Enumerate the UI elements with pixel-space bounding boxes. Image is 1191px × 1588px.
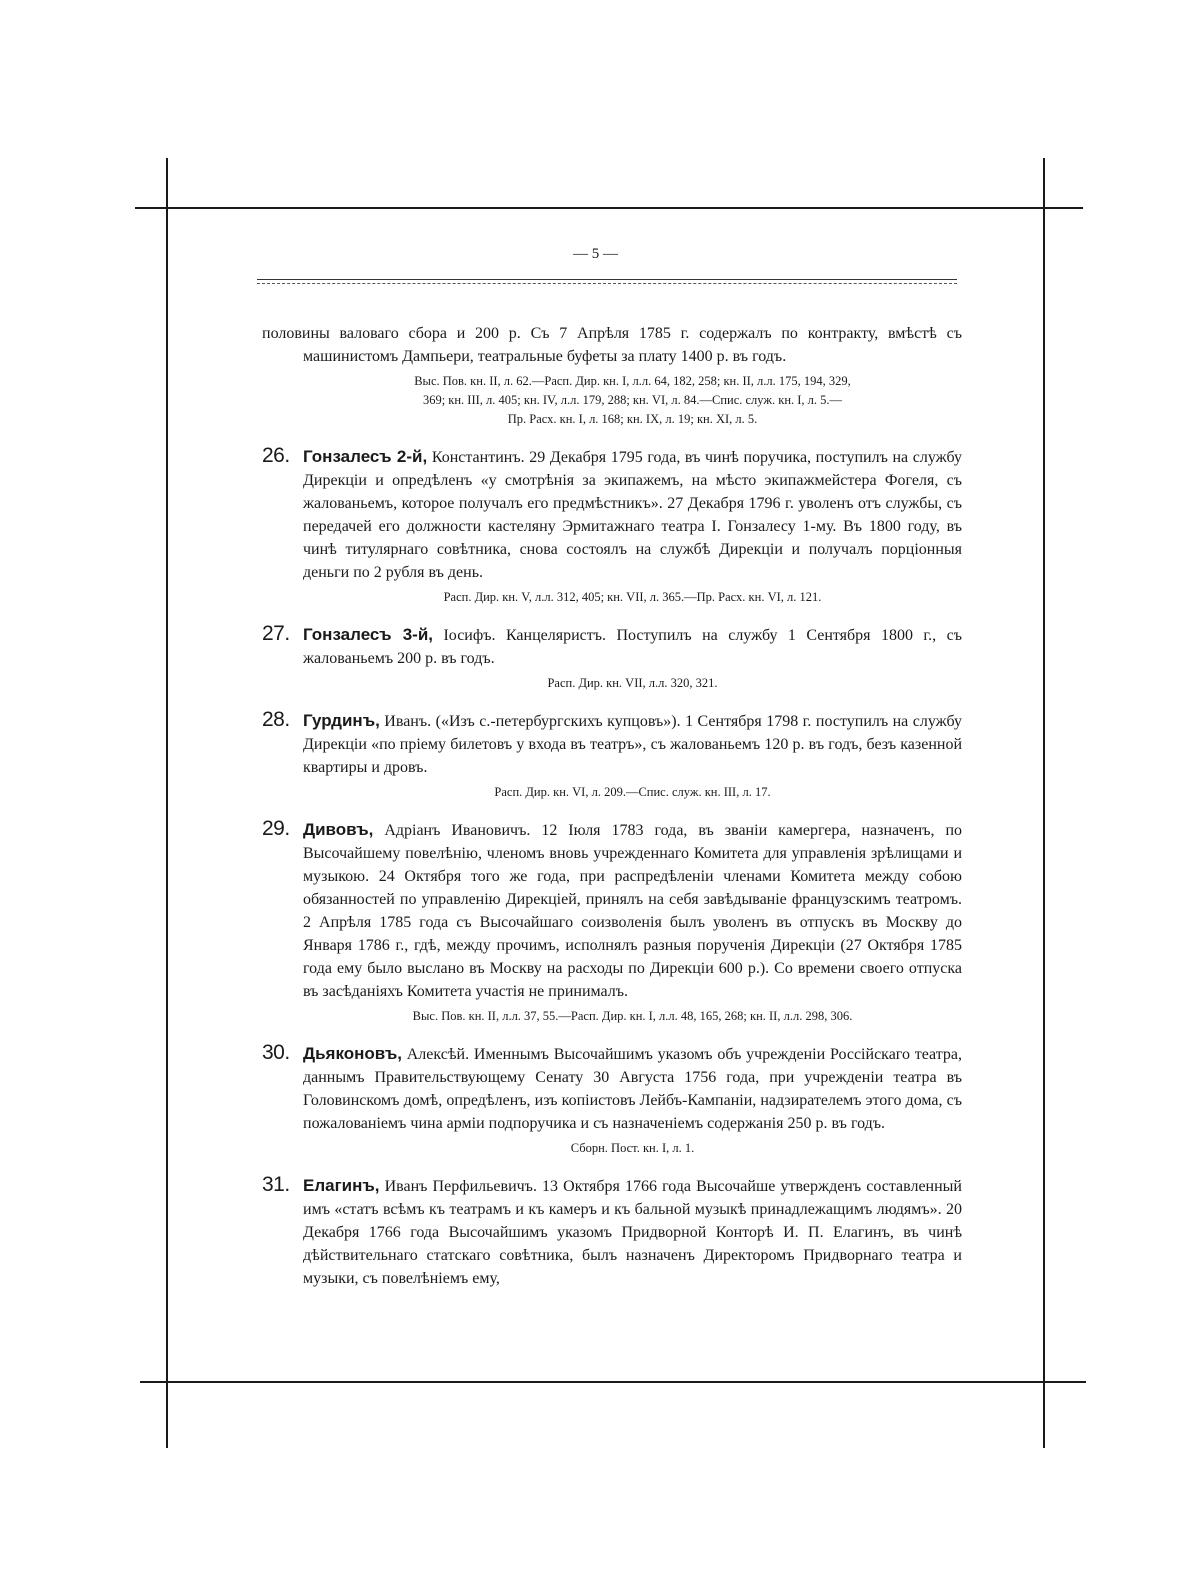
source-line: Расп. Дир. кн. VI, л. 209.—Спис. служ. кн. III, л. 17. [494, 785, 771, 799]
bottom-border-line [140, 1381, 1086, 1383]
entry-name: Гонзалесъ 2-й, [303, 447, 428, 466]
continuation-block [262, 322, 962, 429]
entry-number: 31. [262, 1173, 290, 1196]
entry-number: 30. [262, 1041, 290, 1064]
source-references [303, 1007, 962, 1026]
source-references [303, 588, 962, 607]
source-line: Сборн. Пост. кн. I, л. 1. [570, 1141, 695, 1155]
entry-number: 26. [262, 444, 290, 467]
entry-text: Константинъ. 29 Декабря 1795 года, въ чинѣ поручика, поступилъ на службу Дирекціи и опредѣленъ «у смотрѣнія за экипажемъ, на мѣсто экипажмейстера Фогеля, съ жалованьемъ, которое получалъ его предмѣстникъ». 27 Декабря 1796 г. уволенъ отъ службы, съ передачей его должности кастеляну Эрмитажнаго театра I. Гонзалесу 1-му. Въ 1800 году, въ чинѣ титулярнаго совѣтника, снова состоялъ на службѣ Дирекціи и получалъ порціонныя деньги по 2 рубля въ день. [303, 449, 963, 581]
entry-text: Иванъ Перфильевичъ. 13 Октября 1766 года Высочайше утвержденъ составленный имъ «статъ всѣмъ къ театрамъ и къ камеръ и къ бальной музыкѣ принадлежащимъ людямъ». 20 Декабря 1766 года Высочайшимъ указомъ Придворной Конторѣ И. П. Елагинъ, въ чинѣ дѣйствительнаго статскаго совѣтника, былъ назначенъ Директоромъ Придворнаго театра и музыки, съ повелѣніемъ ему, [303, 1178, 962, 1287]
entry-31 [262, 1173, 962, 1290]
right-border-line [1043, 158, 1045, 1448]
page-content [262, 322, 962, 1290]
entry-text: Алексѣй. Именнымъ Высочайшимъ указомъ объ учрежденіи Россійскаго театра, даннымъ Правительствующему Сенату 30 Августа 1756 года, при учрежденіи театра въ Головинскомъ домѣ, опредѣленъ, изъ копіистовъ Лейбъ-Кампаніи, надзирателемъ этого дома, съ пожалованіемъ чина арміи подпоручика и съ назначеніемъ содержанія 250 р. въ годъ. [303, 1046, 963, 1132]
source-references [303, 783, 962, 802]
source-line: Выс. Пов. кн. II, л.л. 37, 55.—Расп. Дир. кн. I, л.л. 48, 165, 268; кн. II, л.л. 298, 306. [412, 1009, 853, 1023]
source-references [303, 372, 962, 429]
entry-30 [262, 1041, 962, 1158]
entry-number: 27. [262, 622, 290, 645]
entry-number: 28. [262, 708, 290, 731]
entry-name: Елагинъ, [303, 1176, 380, 1195]
entry-text: Адріанъ Ивановичъ. 12 Іюля 1783 года, въ званіи камергера, назначенъ, по Высочайшему повелѣнію, членомъ вновь учрежденнаго Комитета для управленія зрѣлищами и музыкою. 24 Октября того же года, при распредѣленіи членами Комитета между собою обязанностей по управленію Дирекціей, принялъ на себя завѣдываніе французскимъ театромъ. 2 Апрѣля 1785 года съ Высочайшаго соизволенія былъ уволенъ въ отпускъ въ Москву до Января 1786 г., гдѣ, между прочимъ, исполнялъ разныя порученія Дирекціи (27 Октября 1785 года ему было выслано въ Москву на расходы по Дирекціи 600 р.). Со времени своего отпуска въ засѣданіяхъ Комитета участія не принималъ. [303, 822, 963, 1000]
source-line: Выс. Пов. кн. II, л. 62.—Расп. Дир. кн. I, л.л. 64, 182, 258; кн. II, л.л. 175, 194, 329, [414, 374, 851, 388]
entry-28 [262, 708, 962, 802]
header-rule [257, 279, 957, 280]
entry-name: Дьяконовъ, [303, 1044, 402, 1063]
source-line: 369; кн. III, л. 405; кн. IV, л.л. 179, 288; кн. VI, л. 84.—Спис. служ. кн. I, л. 5.— [422, 393, 843, 407]
left-border-line [166, 158, 168, 1448]
header-rule-dashed [257, 283, 957, 284]
page-number: — 5 — [573, 246, 618, 262]
entry-text: Иванъ. («Изъ с.-петербургскихъ купцовъ»). 1 Сентября 1798 г. поступилъ на службу Дирекціи «по пріему билетовъ у входа въ театръ», съ жалованьемъ 120 р. въ годъ, безъ казенной квартиры и дровъ. [303, 713, 963, 776]
entry-number: 29. [262, 817, 290, 840]
source-line: Расп. Дир. кн. VII, л.л. 320, 321. [547, 676, 718, 690]
entry-text: Іосифъ. Канцеляристъ. Поступилъ на службу 1 Сентября 1800 г., съ жалованьемъ 200 р. въ годъ. [303, 627, 963, 667]
entry-name: Гонзалесъ 3-й, [303, 625, 434, 644]
source-line: Расп. Дир. кн. V, л.л. 312, 405; кн. VII, л. 365.—Пр. Расх. кн. VI, л. 121. [443, 590, 822, 604]
entry-name: Дивовъ, [303, 820, 374, 839]
entry-29 [262, 817, 962, 1026]
entry-name: Гурдинъ, [303, 711, 380, 730]
continuation-text: половины валоваго сбора и 200 р. Съ 7 Апрѣля 1785 г. содержалъ по контракту, вмѣстѣ съ машинистомъ Дампьери, театральные буфеты за плату 1400 р. въ годъ. [262, 325, 962, 365]
source-references [303, 1139, 962, 1158]
source-line: Пр. Расх. кн. I, л. 168; кн. IX, л. 19; кн. XI, л. 5. [507, 412, 758, 426]
entry-27 [262, 622, 962, 693]
top-border-line [135, 207, 1083, 209]
source-references [303, 674, 962, 693]
entry-26 [262, 444, 962, 607]
